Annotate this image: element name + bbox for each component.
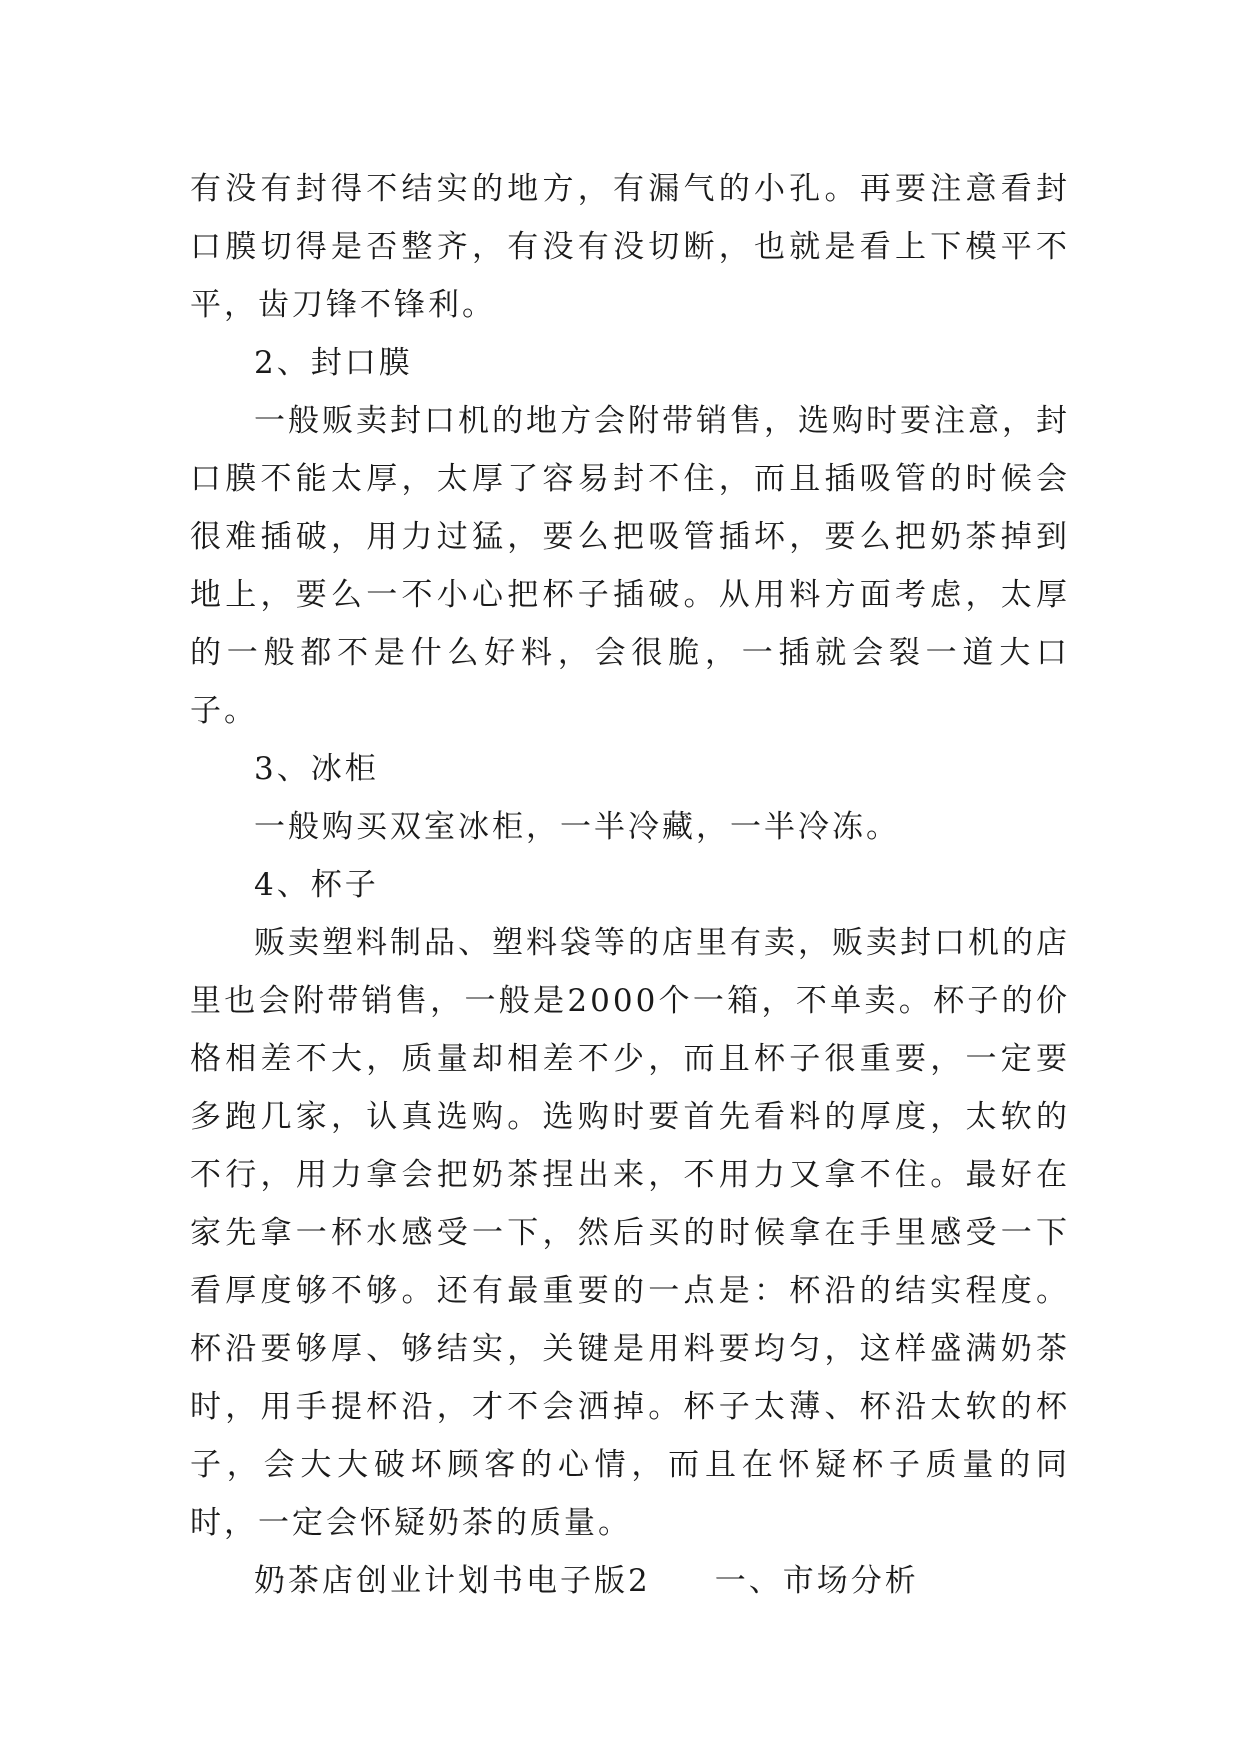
heading-freezer: 3、冰柜 [254, 751, 379, 787]
paragraph-freezer: 一般购买双室冰柜，一半冷藏，一半冷冻。 [254, 809, 900, 845]
heading-cups: 4、杯子 [254, 867, 379, 903]
paragraph-sealing-machine-continued: 有没有封得不结实的地方，有漏气的小孔。再要注意看封口膜切得是否整齐，有没有没切断，也就是看上下模平不平，齿刀锋不锋利。 [190, 171, 1070, 323]
document-body [190, 160, 1070, 1610]
section-title-market-analysis: 一、市场分析 [714, 1563, 919, 1599]
section-title-line [190, 1552, 1070, 1610]
paragraph-cups: 贩卖塑料制品、塑料袋等的店里有卖，贩卖封口机的店里也会附带销售，一般是2000个一箱，不单卖。杯子的价格相差不大，质量却相差不少，而且杯子很重要，一定要多跑几家，认真选购。选购时要首先看料的厚度，太软的不行，用力拿会把奶茶捏出来，不用力又拿不住。最好在家先拿一杯水感受一下，然后买的时候拿在手里感受一下看厚度够不够。还有最重要的一点是：杯沿的结实程度。杯沿要够厚、够结实，关键是用料要均匀，这样盛满奶茶时，用手提杯沿，才不会洒掉。杯子太薄、杯沿太软的杯子，会大大破坏顾客的心情，而且在怀疑杯子质量的同时，一定会怀疑奶茶的质量。 [190, 925, 1070, 1541]
document-title: 奶茶店创业计划书电子版2 [254, 1563, 651, 1599]
paragraph-sealing-film: 一般贩卖封口机的地方会附带销售，选购时要注意，封口膜不能太厚，太厚了容易封不住，而且插吸管的时候会很难插破，用力过猛，要么把吸管插坏，要么把奶茶掉到地上，要么一不小心把杯子插破。从用料方面考虑，太厚的一般都不是什么好料，会很脆，一插就会裂一道大口子。 [190, 403, 1070, 729]
heading-sealing-film: 2、封口膜 [254, 345, 413, 381]
